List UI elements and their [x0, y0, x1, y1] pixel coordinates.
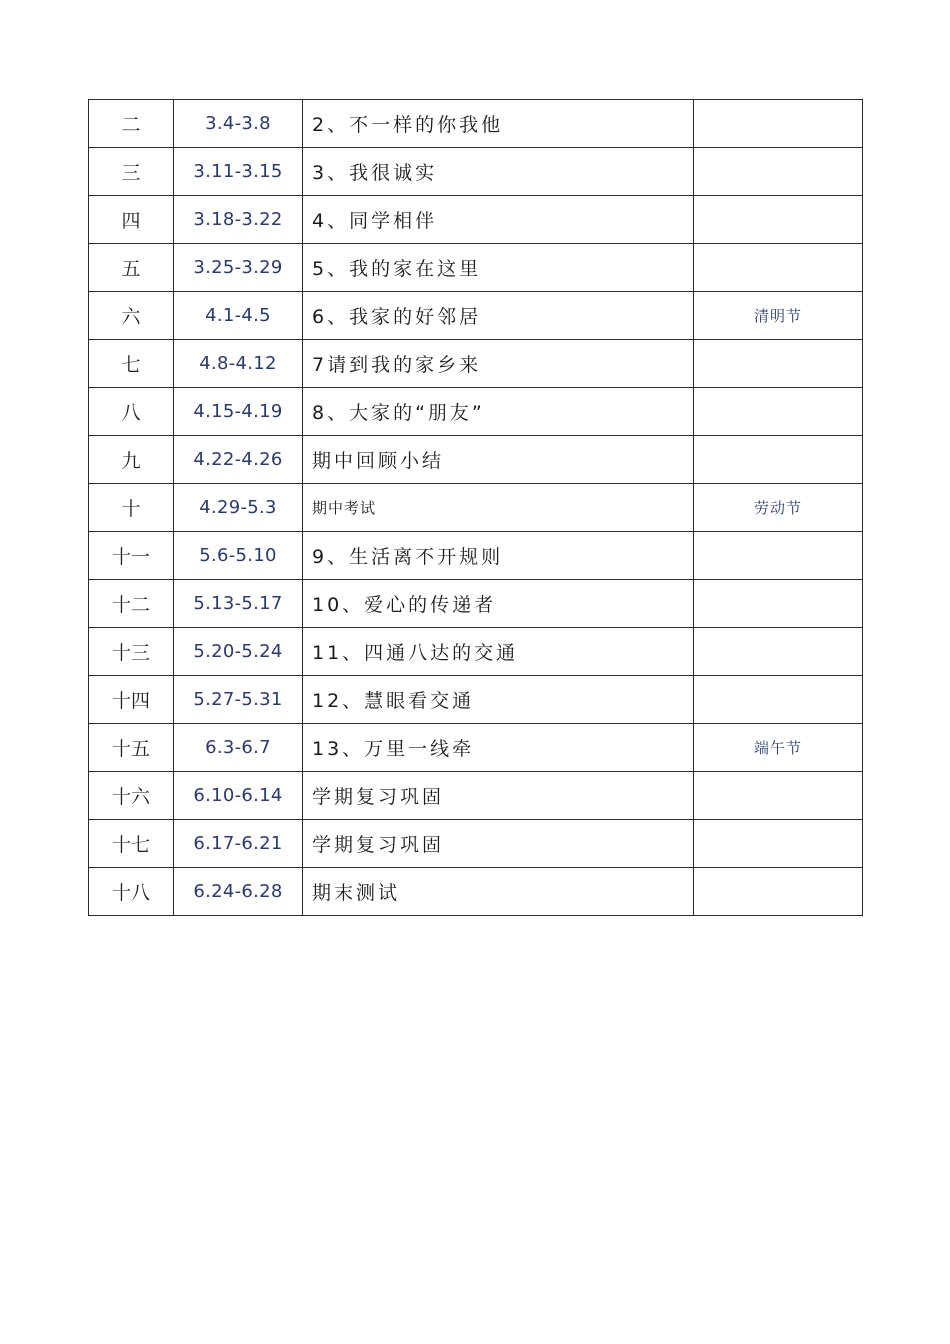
- note-cell: [694, 532, 863, 580]
- content-cell: 3、我很诚实: [303, 148, 694, 196]
- date-cell: 6.17-6.21: [174, 820, 303, 868]
- table-row: [89, 532, 863, 580]
- table-row: [89, 820, 863, 868]
- table-row: [89, 436, 863, 484]
- table-row: [89, 772, 863, 820]
- week-cell: 六: [89, 292, 174, 340]
- schedule-table: [88, 99, 863, 916]
- date-cell: 3.11-3.15: [174, 148, 303, 196]
- note-cell: [694, 820, 863, 868]
- table-row: [89, 676, 863, 724]
- content-cell: 6、我家的好邻居: [303, 292, 694, 340]
- content-cell: 11、四通八达的交通: [303, 628, 694, 676]
- week-cell: 十三: [89, 628, 174, 676]
- week-cell: 十: [89, 484, 174, 532]
- date-cell: 4.22-4.26: [174, 436, 303, 484]
- table-row: [89, 340, 863, 388]
- content-cell: 8、大家的“朋友”: [303, 388, 694, 436]
- content-cell: 学期复习巩固: [303, 820, 694, 868]
- content-cell: 2、不一样的你我他: [303, 100, 694, 148]
- content-cell: 期末测试: [303, 868, 694, 916]
- note-cell: 清明节: [694, 292, 863, 340]
- week-cell: 十七: [89, 820, 174, 868]
- week-cell: 四: [89, 196, 174, 244]
- table-row: [89, 484, 863, 532]
- table-row: [89, 868, 863, 916]
- content-cell: 10、爱心的传递者: [303, 580, 694, 628]
- note-cell: [694, 100, 863, 148]
- content-cell: 9、生活离不开规则: [303, 532, 694, 580]
- week-cell: 二: [89, 100, 174, 148]
- content-cell: 4、同学相伴: [303, 196, 694, 244]
- note-cell: [694, 580, 863, 628]
- content-cell: 12、慧眼看交通: [303, 676, 694, 724]
- note-cell: [694, 676, 863, 724]
- week-cell: 九: [89, 436, 174, 484]
- week-cell: 十五: [89, 724, 174, 772]
- week-cell: 七: [89, 340, 174, 388]
- date-cell: 5.6-5.10: [174, 532, 303, 580]
- content-cell: 13、万里一线牵: [303, 724, 694, 772]
- date-cell: 5.27-5.31: [174, 676, 303, 724]
- content-cell: 5、我的家在这里: [303, 244, 694, 292]
- content-cell: 期中考试: [303, 484, 694, 532]
- date-cell: 6.3-6.7: [174, 724, 303, 772]
- date-cell: 3.4-3.8: [174, 100, 303, 148]
- note-cell: [694, 340, 863, 388]
- table-row: [89, 580, 863, 628]
- note-cell: [694, 244, 863, 292]
- content-cell: 学期复习巩固: [303, 772, 694, 820]
- table-row: [89, 244, 863, 292]
- note-cell: [694, 628, 863, 676]
- content-cell: 7请到我的家乡来: [303, 340, 694, 388]
- date-cell: 3.18-3.22: [174, 196, 303, 244]
- date-cell: 3.25-3.29: [174, 244, 303, 292]
- date-cell: 4.15-4.19: [174, 388, 303, 436]
- date-cell: 4.1-4.5: [174, 292, 303, 340]
- week-cell: 三: [89, 148, 174, 196]
- note-cell: [694, 196, 863, 244]
- date-cell: 6.10-6.14: [174, 772, 303, 820]
- week-cell: 五: [89, 244, 174, 292]
- table-row: [89, 196, 863, 244]
- date-cell: 6.24-6.28: [174, 868, 303, 916]
- week-cell: 十一: [89, 532, 174, 580]
- table-row: [89, 724, 863, 772]
- date-cell: 5.13-5.17: [174, 580, 303, 628]
- note-cell: [694, 436, 863, 484]
- note-cell: 劳动节: [694, 484, 863, 532]
- content-cell: 期中回顾小结: [303, 436, 694, 484]
- week-cell: 八: [89, 388, 174, 436]
- week-cell: 十六: [89, 772, 174, 820]
- note-cell: [694, 148, 863, 196]
- schedule-body: [89, 100, 863, 916]
- table-row: [89, 292, 863, 340]
- table-row: [89, 628, 863, 676]
- note-cell: [694, 868, 863, 916]
- table-row: [89, 148, 863, 196]
- week-cell: 十二: [89, 580, 174, 628]
- date-cell: 4.29-5.3: [174, 484, 303, 532]
- date-cell: 5.20-5.24: [174, 628, 303, 676]
- note-cell: [694, 388, 863, 436]
- table-row: [89, 100, 863, 148]
- note-cell: 端午节: [694, 724, 863, 772]
- table-row: [89, 388, 863, 436]
- week-cell: 十八: [89, 868, 174, 916]
- date-cell: 4.8-4.12: [174, 340, 303, 388]
- week-cell: 十四: [89, 676, 174, 724]
- note-cell: [694, 772, 863, 820]
